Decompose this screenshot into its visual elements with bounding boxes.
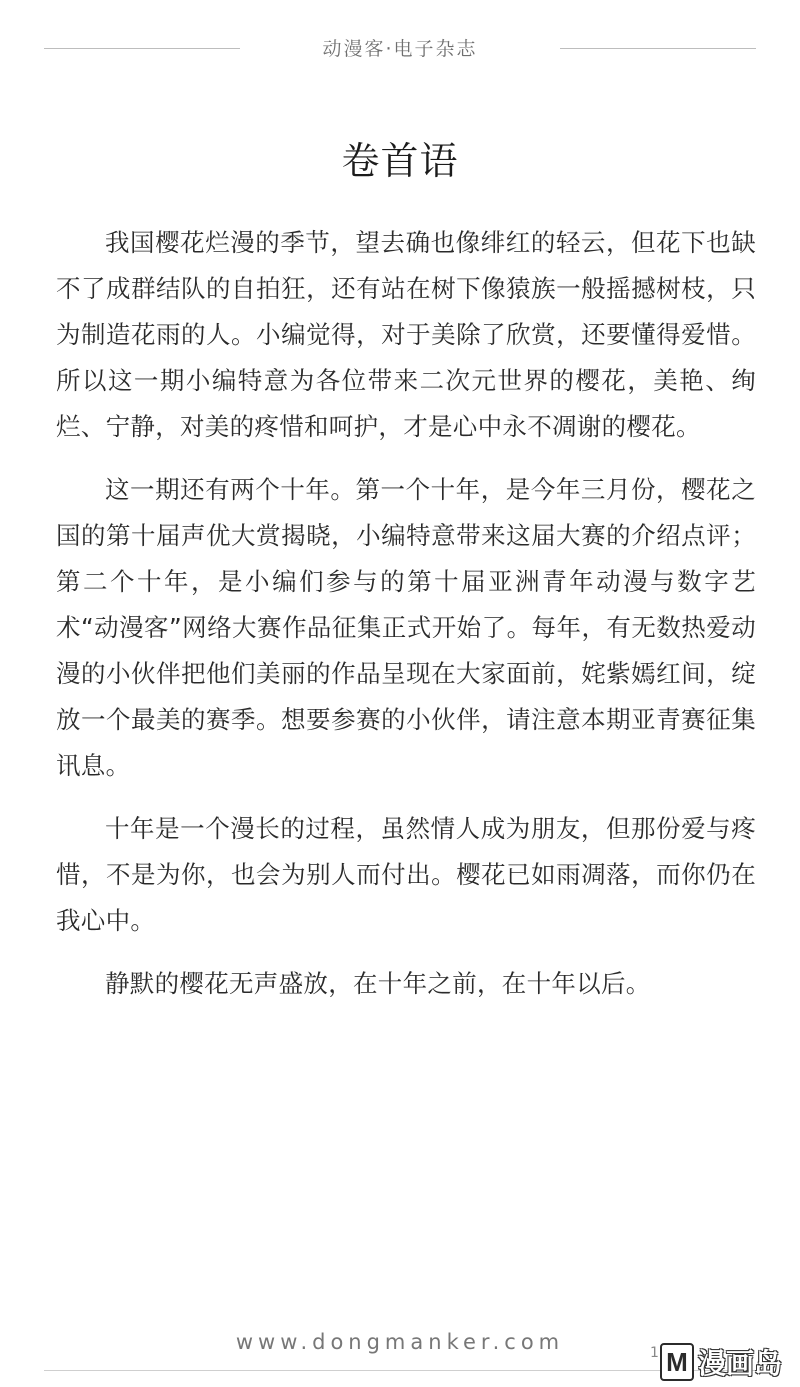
article-title: 卷首语 (341, 139, 459, 183)
paragraph: 我国樱花烂漫的季节，望去确也像绯红的轻云，但花下也缺不了成群结队的自拍狂，还有站在树下像猿族一般摇撼树枝，只为制造花雨的人。小编觉得，对于美除了欣赏，还要懂得爱惜。所以这一期小编特意为各位带来二次元世界的樱花，美艳、绚烂、宁静，对美的疼惜和呵护，才是心中永不凋谢的樱花。 (56, 228, 756, 441)
footer-url: www.dongmanker.com (235, 1330, 565, 1354)
page-number: 1 (650, 1345, 659, 1361)
footer-divider (44, 1370, 756, 1371)
site-watermark (660, 1342, 782, 1382)
paragraph: 静默的樱花无声盛放，在十年之前，在十年以后。 (105, 969, 651, 998)
magazine-name: 动漫客·电子杂志 (322, 38, 478, 60)
paragraph: 十年是一个漫长的过程，虽然情人成为朋友，但那份爱与疼惜，不是为你，也会为别人而付出。樱花已如雨凋落，而你仍在我心中。 (56, 814, 756, 935)
header-divider-right (560, 48, 756, 49)
watermark-logo-icon: M (660, 1343, 694, 1381)
watermark-text: 漫画岛 (698, 1347, 783, 1380)
paragraph: 这一期还有两个十年。第一个十年，是今年三月份，樱花之国的第十届声优大赏揭晓，小编特意带来这届大赛的介绍点评；第二个十年，是小编们参与的第十届亚洲青年动漫与数字艺术“动漫客”网络大赛作品征集正式开始了。每年，有无数热爱动漫的小伙伴把他们美丽的作品呈现在大家面前，姹紫嫣红间，绽放一个最美的赛季。想要参赛的小伙伴，请注意本期亚青赛征集讯息。 (56, 475, 756, 780)
article-body (56, 220, 756, 1024)
magazine-header (0, 34, 800, 64)
header-divider-left (44, 48, 240, 49)
